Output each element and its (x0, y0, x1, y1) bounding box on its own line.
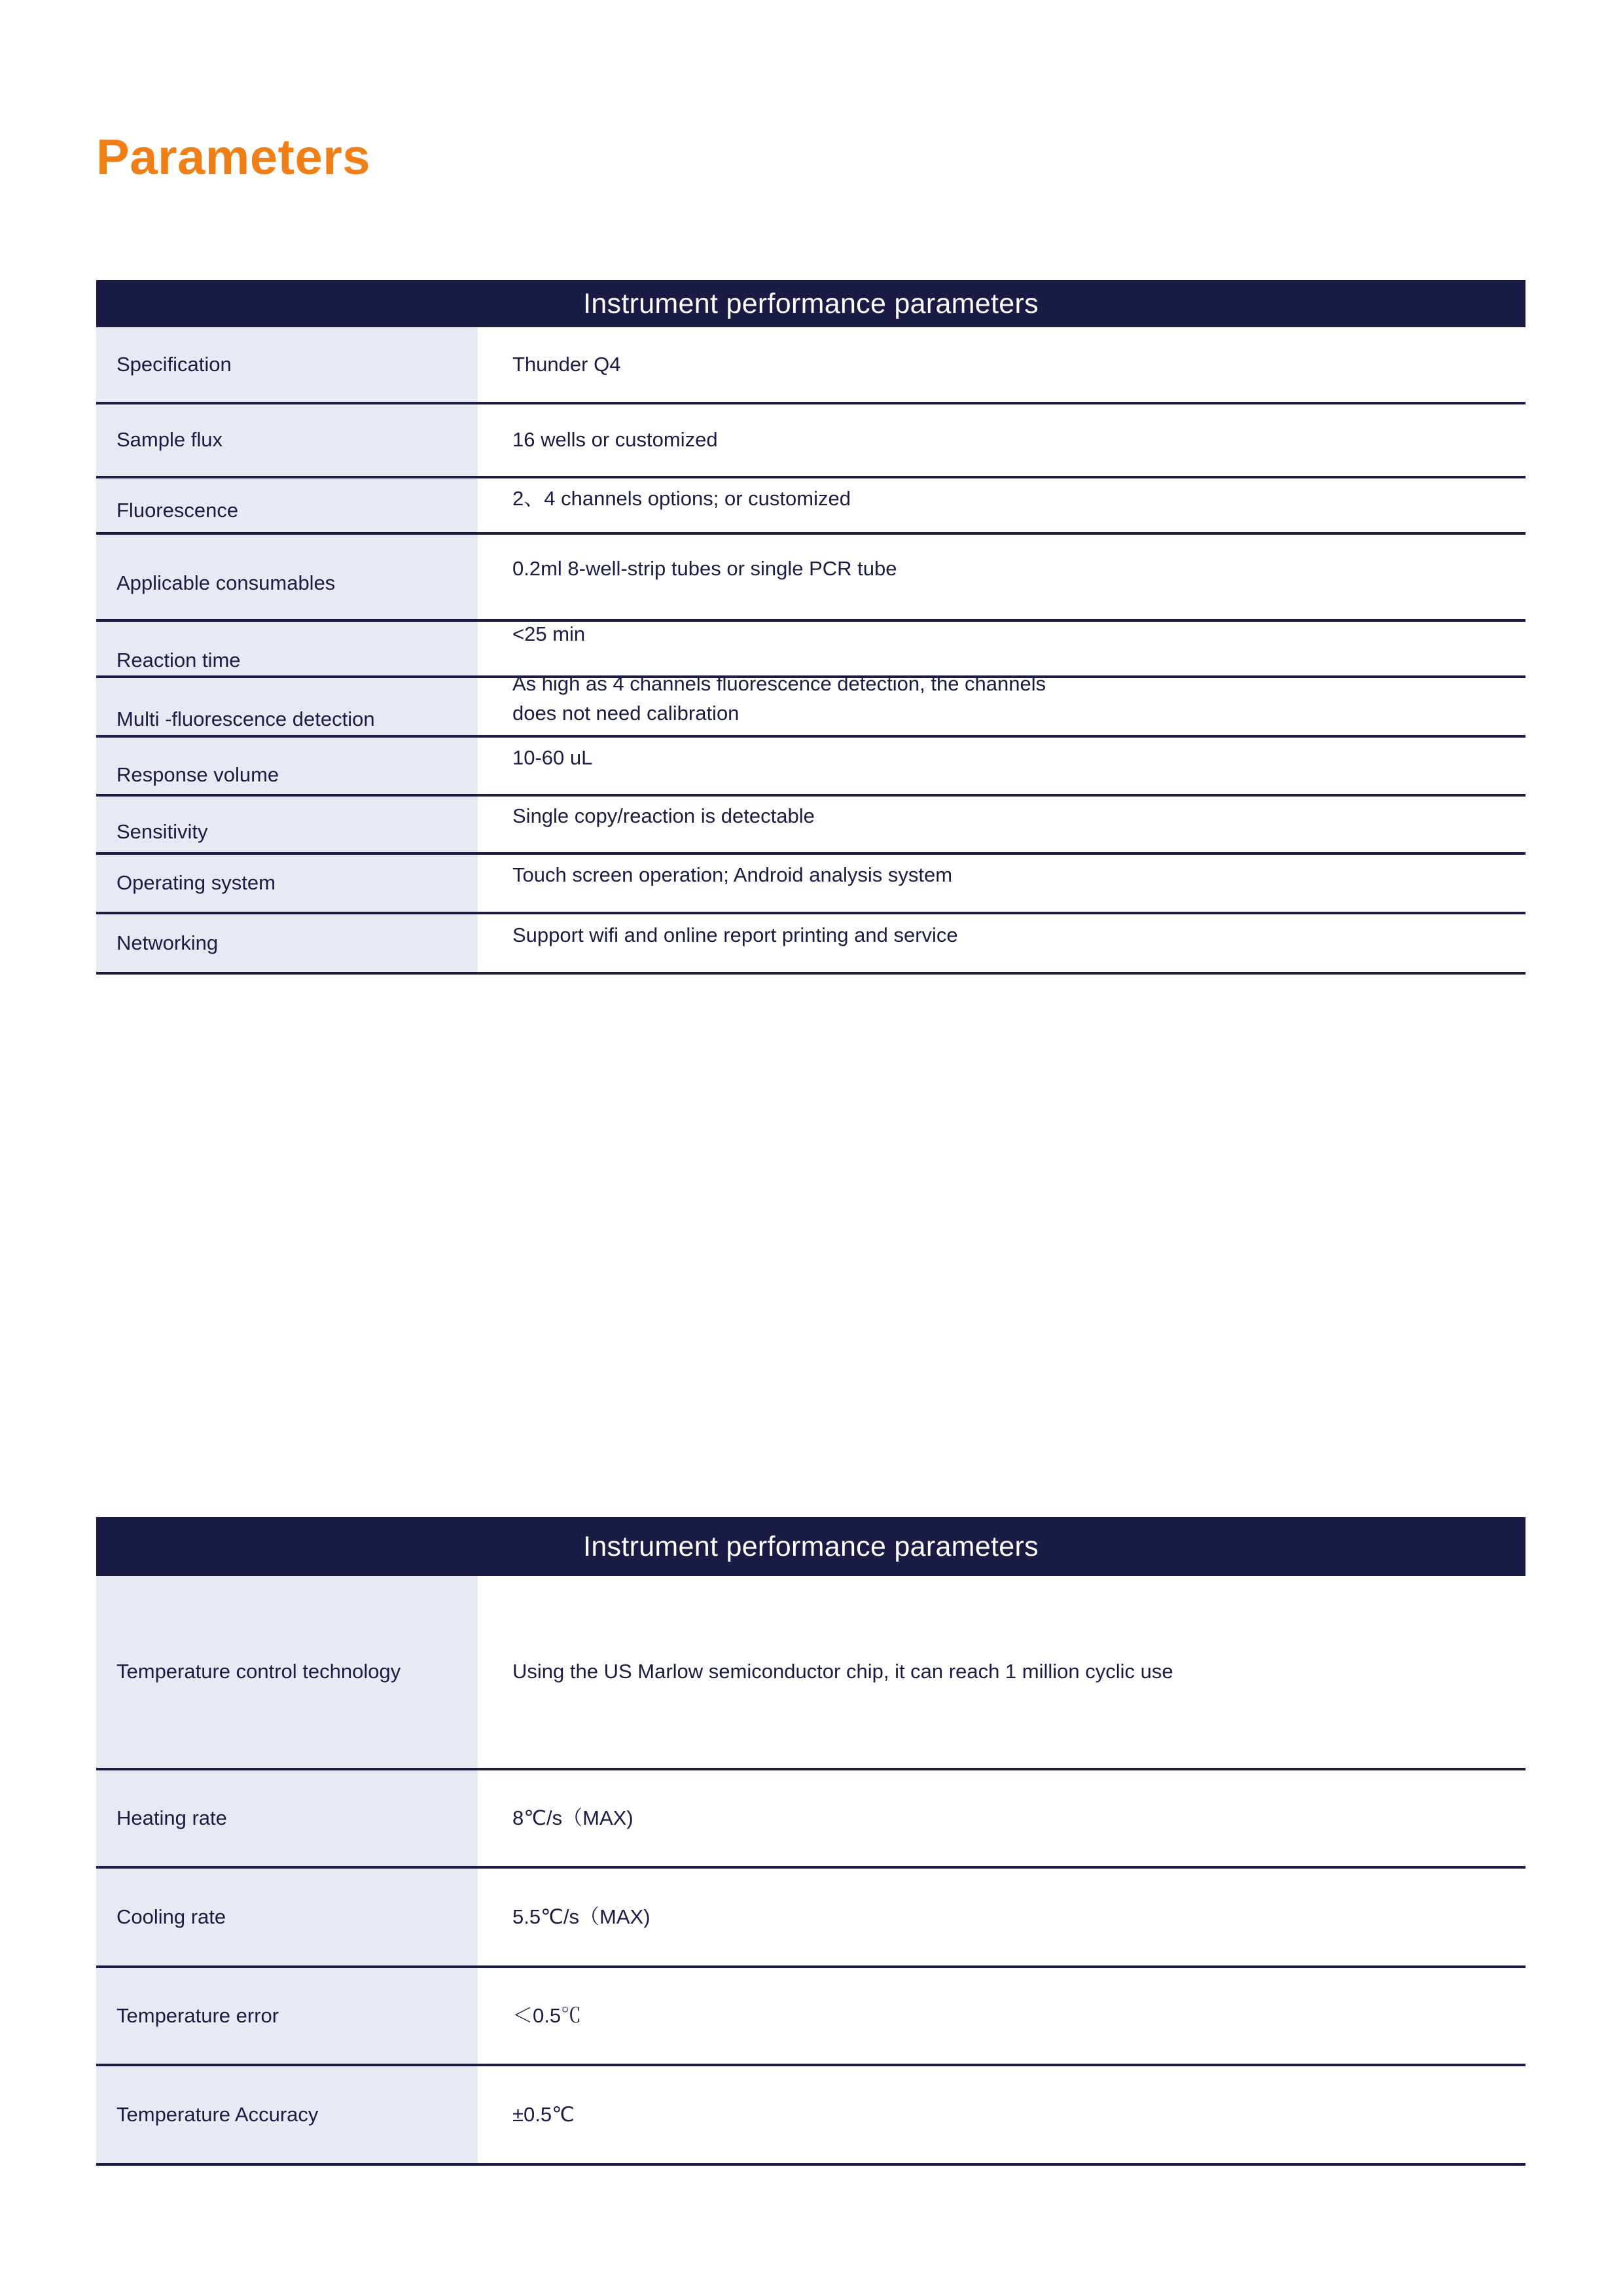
row-value-line: does not need calibration (512, 701, 740, 725)
row-value: ±0.5℃ (512, 2102, 575, 2126)
row-label: Multi -fluorescence detection (116, 708, 375, 731)
table-row (96, 1968, 1525, 2066)
row-value: 16 wells or customized (512, 428, 718, 452)
table-row (96, 1770, 1525, 1869)
row-label: Fluorescence (116, 498, 239, 522)
instrument-performance-table-2 (96, 1517, 1525, 2166)
table-row (96, 672, 1525, 738)
row-label: Cooling rate (116, 1905, 226, 1928)
row-value: 2、4 channels options; or customized (512, 486, 851, 510)
instrument-performance-table-1 (96, 280, 1525, 975)
row-value: <25 min (512, 622, 586, 645)
row-label-line: Temperature control (116, 1660, 297, 1683)
table-row (96, 535, 1525, 622)
row-label-line: technology (302, 1660, 401, 1683)
table-row (96, 797, 1525, 855)
row-label: Sample flux (116, 428, 223, 452)
row-value-line: As high as 4 channels fluorescence detection, the channels (512, 672, 1046, 695)
row-value: 10-60 uL (512, 745, 593, 769)
row-label: Temperature Accuracy (116, 2102, 319, 2126)
row-label: Applicable consumables (116, 571, 336, 595)
table-row (96, 404, 1525, 478)
row-label (96, 1658, 478, 1686)
row-value: Support wifi and online report printing and service (512, 923, 958, 946)
row-value: 5.5℃/s（MAX) (512, 1905, 651, 1928)
row-value: Using the US Marlow semiconductor chip, it can reach 1 million cyclic use (512, 1660, 1173, 1683)
table-1-body (96, 327, 1525, 975)
row-label: Specification (116, 352, 232, 376)
table-row (96, 2066, 1525, 2166)
row-label: Temperature error (116, 2003, 279, 2027)
row-label: Response volume (116, 762, 279, 786)
row-label: Operating system (116, 871, 276, 895)
row-value: Touch screen operation; Android analysis system (512, 863, 953, 887)
row-label: Networking (116, 931, 219, 954)
table-row (96, 1869, 1525, 1968)
table-row (96, 478, 1525, 535)
table-row (96, 327, 1525, 404)
row-label: Reaction time (116, 648, 241, 672)
table-1-header: Instrument performance parameters (96, 280, 1525, 327)
row-value: ＜0.5℃ (512, 2003, 582, 2027)
row-label: Sensitivity (116, 820, 208, 844)
row-value (478, 670, 1525, 728)
row-label: Heating rate (116, 1806, 227, 1829)
table-row (96, 914, 1525, 975)
row-value: Single copy/reaction is detectable (512, 804, 815, 828)
table-row (96, 738, 1525, 797)
row-value: Thunder Q4 (512, 352, 621, 376)
row-value: 0.2ml 8-well-strip tubes or single PCR tube (512, 557, 897, 581)
table-row (96, 1576, 1525, 1770)
table-2-header: Instrument performance parameters (96, 1517, 1525, 1576)
page-title: Parameters (96, 129, 371, 185)
table-2-body (96, 1576, 1525, 2166)
row-value: 8℃/s（MAX) (512, 1806, 633, 1829)
table-row (96, 855, 1525, 914)
